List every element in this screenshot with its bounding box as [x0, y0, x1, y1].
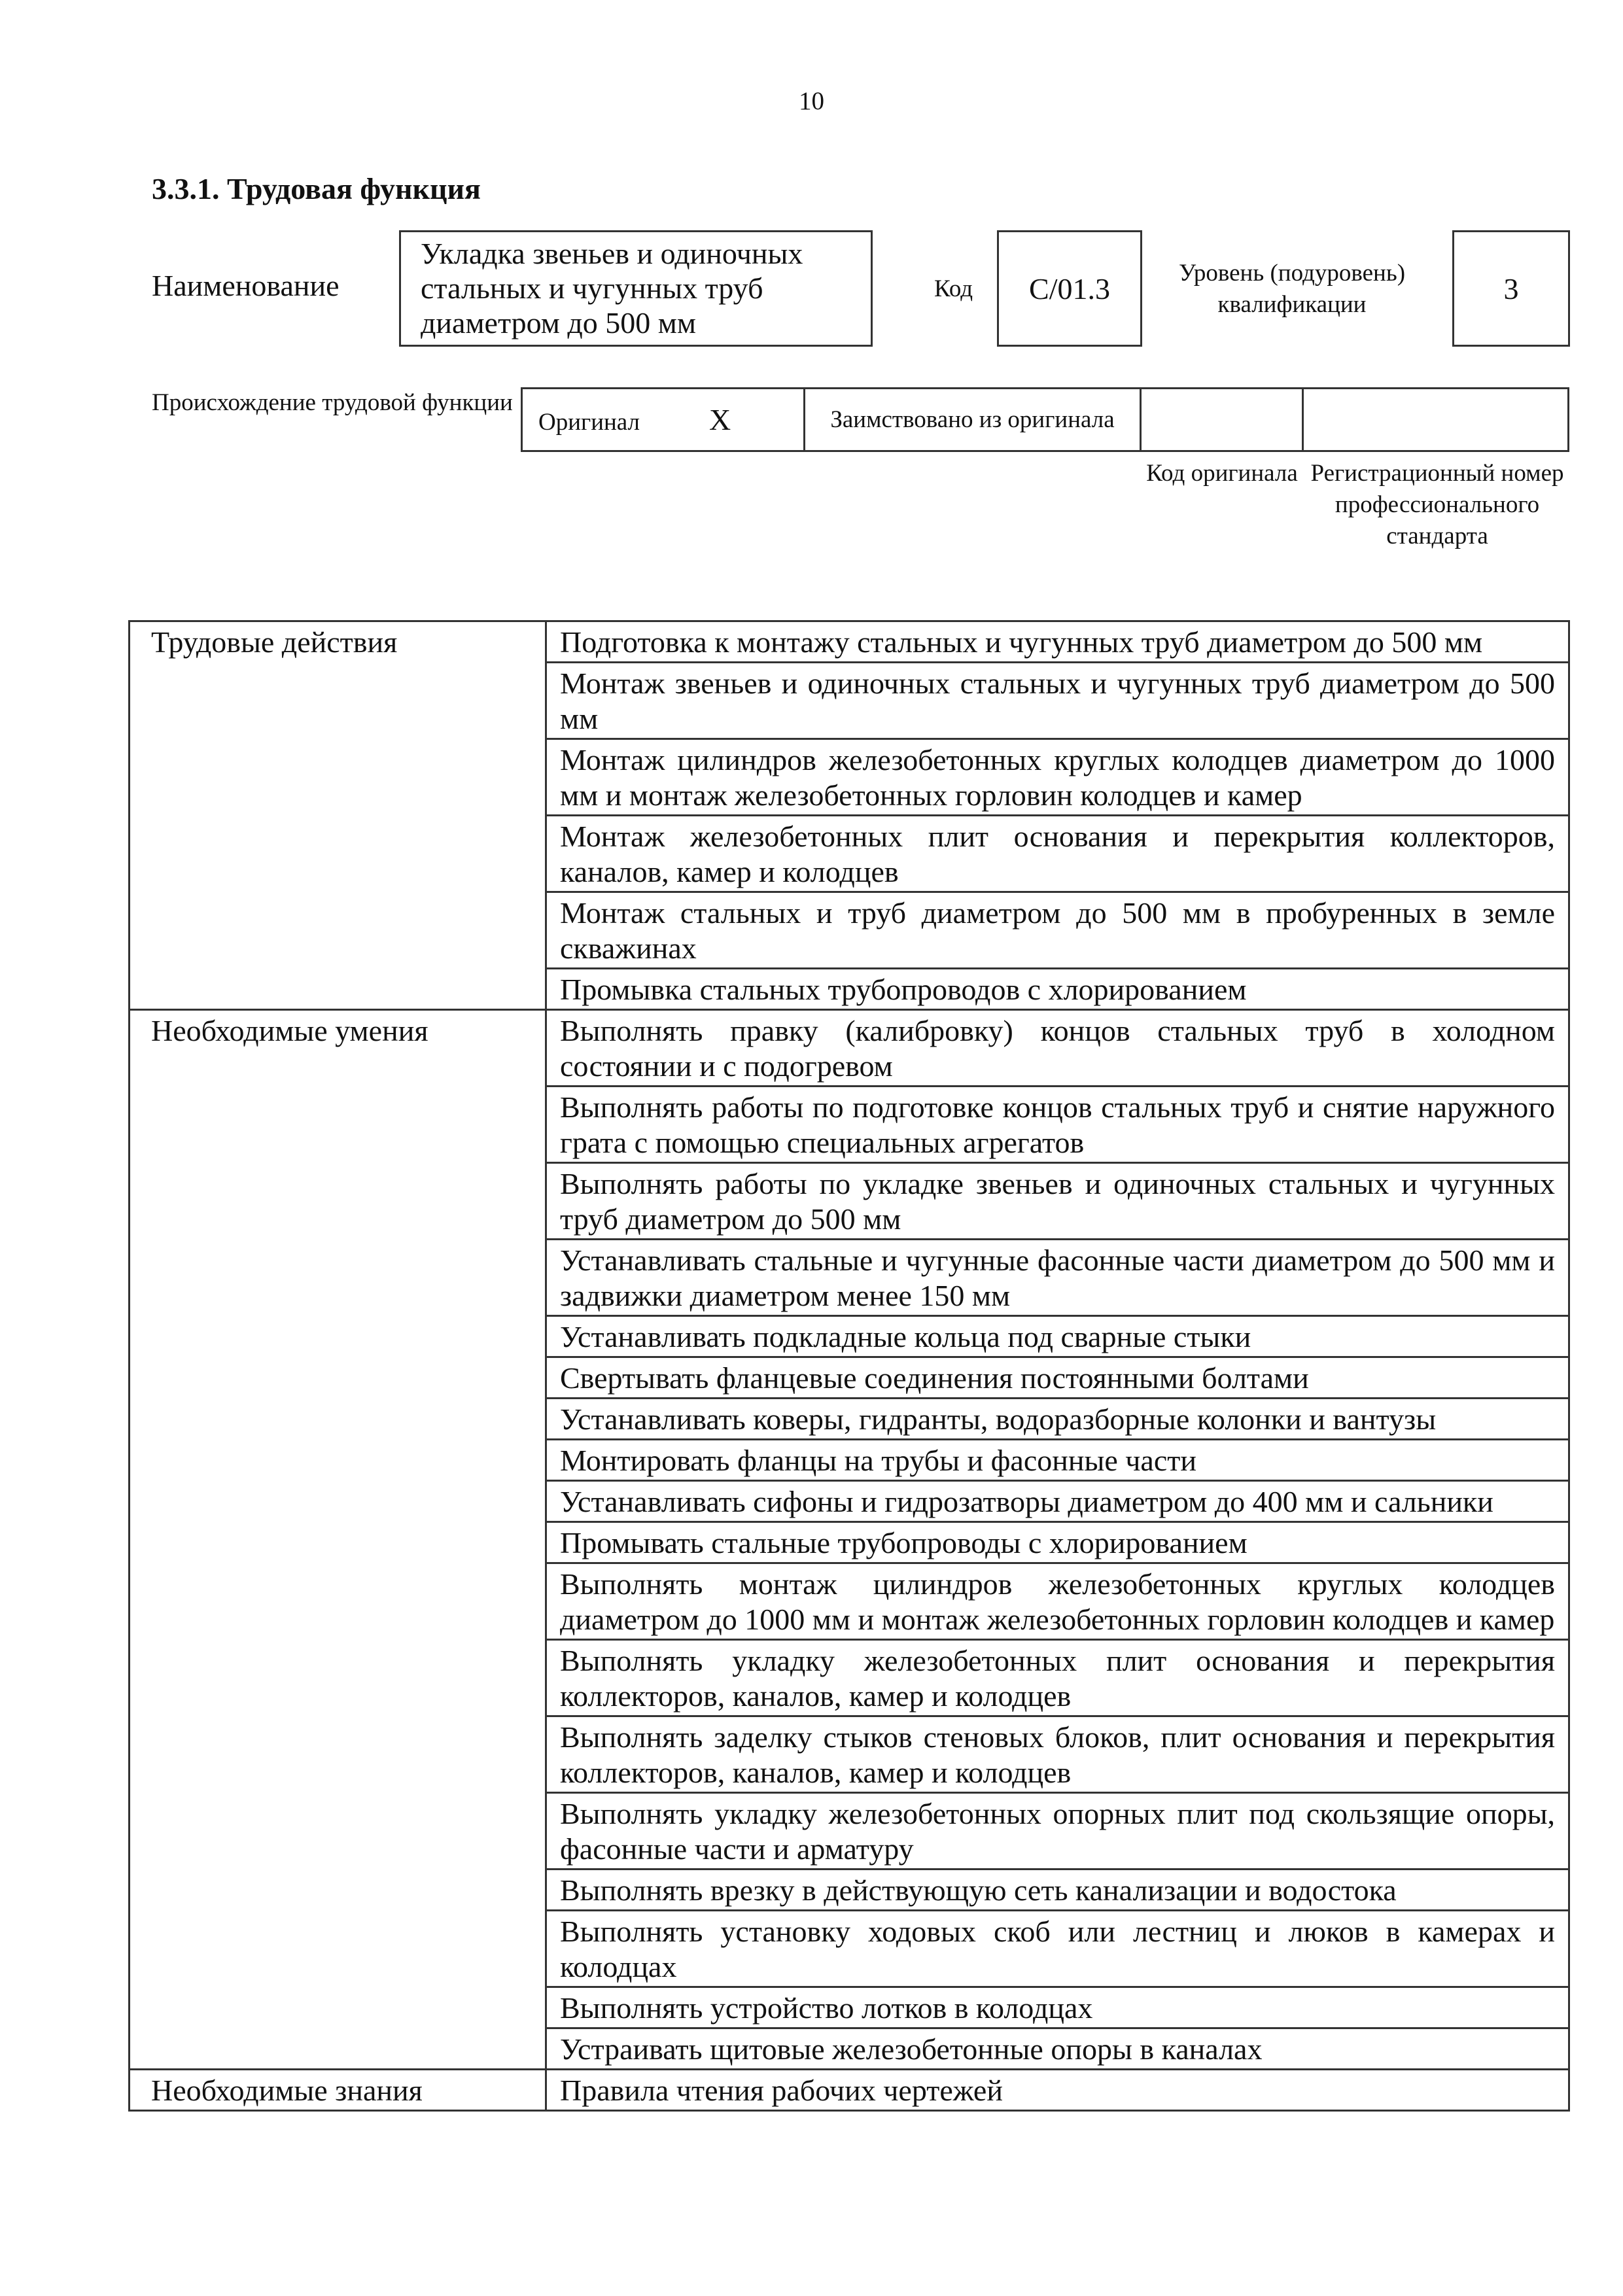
section-item-cell: Промывать стальные трубопроводы с хлорированием: [546, 1522, 1569, 1563]
origin-label: Происхождение трудовой функции: [152, 389, 513, 416]
origin-code-cell: [1141, 389, 1303, 451]
name-label: Наименование: [152, 269, 340, 302]
section-item-cell: Устанавливать подкладные кольца под сварные стыки: [546, 1316, 1569, 1357]
section-title-cell: Трудовые действия: [130, 621, 546, 1010]
requirements-table-body: [130, 621, 1569, 2111]
reg-caption: Регистрационный номер профессионального стандарта: [1310, 460, 1564, 549]
section-item-cell: Выполнять врезку в действующую сеть канализации и водостока: [546, 1870, 1569, 1911]
section-item-cell: Монтировать фланцы на трубы и фасонные части: [546, 1440, 1569, 1481]
origin-borrowed-cell: Заимствовано из оригинала: [805, 389, 1141, 451]
origin-table: [521, 387, 1569, 452]
section-item-cell: Устанавливать коверы, гидранты, водоразборные колонки и вантузы: [546, 1399, 1569, 1440]
section-item-cell: Устраивать щитовые железобетонные опоры в каналах: [546, 2028, 1569, 2070]
original-label: Оригинал: [538, 409, 640, 436]
section-item-cell: Выполнять укладку железобетонных плит основания и перекрытия коллекторов, каналов, камер и колодцев: [546, 1640, 1569, 1716]
requirements-table: [128, 620, 1570, 2112]
code-label: Код: [934, 275, 973, 302]
origin-reg-cell: [1303, 389, 1569, 451]
section-item-cell: Монтаж железобетонных плит основания и перекрытия коллекторов, каналов, камер и колодцев: [546, 816, 1569, 892]
level-label: Уровень (подуровень) квалификации: [1178, 260, 1406, 318]
section-item-cell: Промывка стальных трубопроводов с хлорированием: [546, 969, 1569, 1010]
table-row: [130, 621, 1569, 663]
section-title-cell: Необходимые умения: [130, 1010, 546, 2070]
table-row: [130, 2070, 1569, 2111]
section-item-cell: Выполнять монтаж цилиндров железобетонных круглых колодцев диаметром до 1000 мм и монтаж железобетонных горловин колодцев и камер: [546, 1563, 1569, 1640]
section-title: 3.3.1. Трудовая функция: [152, 172, 481, 205]
page-number: 10: [799, 87, 824, 115]
section-item-cell: Монтаж стальных и труб диаметром до 500 мм в пробуренных в земле скважинах: [546, 892, 1569, 969]
code-caption: Код оригинала: [1146, 460, 1298, 487]
original-mark: X: [709, 403, 731, 436]
table-row: [130, 1010, 1569, 1087]
section-item-cell: Устанавливать сифоны и гидрозатворы диаметром до 400 мм и сальники: [546, 1481, 1569, 1522]
section-item-cell: Выполнять заделку стыков стеновых блоков, плит основания и перекрытия коллекторов, каналов, камер и колодцев: [546, 1716, 1569, 1793]
section-item-cell: Выполнять устройство лотков в колодцах: [546, 1987, 1569, 2028]
section-item-cell: Монтаж звеньев и одиночных стальных и чугунных труб диаметром до 500 мм: [546, 663, 1569, 739]
section-item-cell: Свертывать фланцевые соединения постоянными болтами: [546, 1357, 1569, 1399]
level-box: 3: [1452, 230, 1570, 347]
section-item-cell: Правила чтения рабочих чертежей: [546, 2070, 1569, 2111]
section-item-cell: Устанавливать стальные и чугунные фасонные части диаметром до 500 мм и задвижки диаметром менее 150 мм: [546, 1240, 1569, 1316]
section-item-cell: Выполнять правку (калибровку) концов стальных труб в холодном состоянии и с подогревом: [546, 1010, 1569, 1087]
section-item-cell: Монтаж цилиндров железобетонных круглых колодцев диаметром до 1000 мм и монтаж железобетонных горловин колодцев и камер: [546, 739, 1569, 816]
section-title-cell: Необходимые знания: [130, 2070, 546, 2111]
origin-original-cell: [522, 389, 805, 451]
section-item-cell: Выполнять установку ходовых скоб или лестниц и люков в камерах и колодцах: [546, 1911, 1569, 1987]
section-item-cell: Выполнять укладку железобетонных опорных плит под скользящие опоры, фасонные части и арматуру: [546, 1793, 1569, 1870]
function-name-box: Укладка звеньев и одиночных стальных и чугунных труб диаметром до 500 мм: [399, 230, 873, 347]
code-box: С/01.3: [997, 230, 1142, 347]
section-item-cell: Выполнять работы по подготовке концов стальных труб и снятие наружного грата с помощью специальных агрегатов: [546, 1087, 1569, 1163]
section-item-cell: Выполнять работы по укладке звеньев и одиночных стальных и чугунных труб диаметром до 500 мм: [546, 1163, 1569, 1240]
section-item-cell: Подготовка к монтажу стальных и чугунных труб диаметром до 500 мм: [546, 621, 1569, 663]
